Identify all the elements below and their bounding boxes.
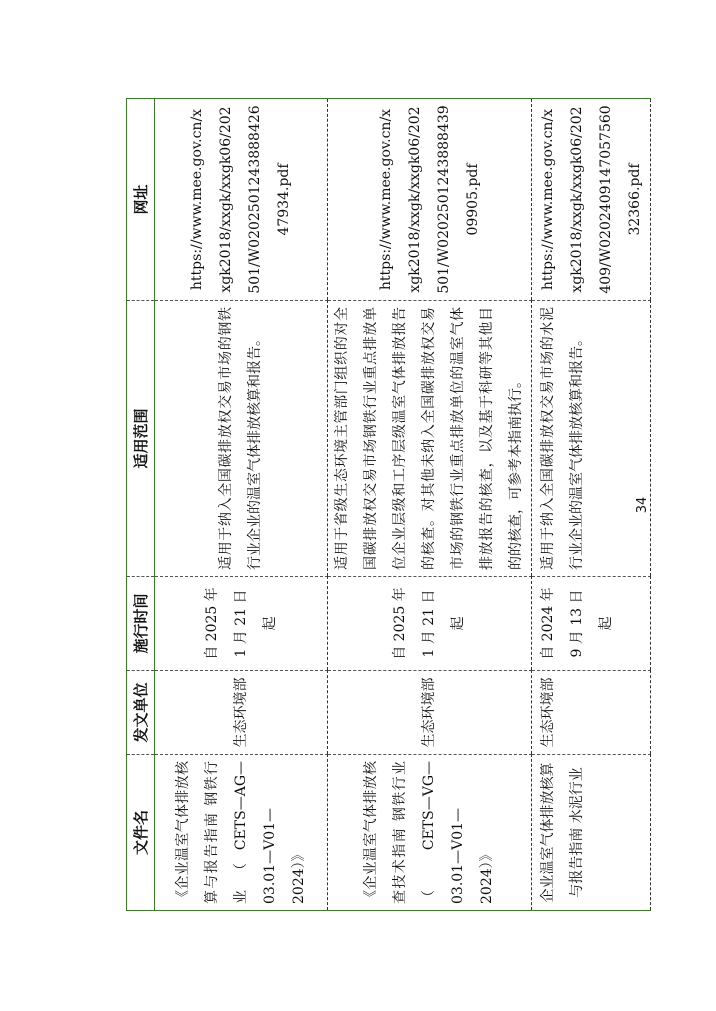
page-number: 34 — [635, 496, 650, 514]
header-scope: 适用范围 — [127, 301, 155, 577]
cell-effective-date: 自 2025 年 1 月 21 日起 — [155, 577, 328, 671]
header-file-name: 文件名 — [127, 755, 155, 911]
table-row — [155, 99, 328, 911]
cell-effective-date: 自 2024 年 9 月 13 日起 — [532, 577, 651, 671]
header-url: 网址 — [127, 99, 155, 301]
cell-scope: 适用于省级生态环境主管部门组织的对全国碳排放权交易市场钢铁行业重点排放单位企业层级和工序层级温室气体排放报告的核查。对其他未纳入全国碳排放权交易市场的钢铁行业重点排放单位的温室气体排放报告的核查，以及基于科研等其他目的的核查，可参考本指南执行。 — [328, 301, 532, 577]
cell-issuer: 生态环境部 — [155, 671, 328, 755]
table-header-row — [127, 99, 155, 911]
rotated-table-container — [126, 99, 643, 911]
header-issuer: 发文单位 — [127, 671, 155, 755]
cell-issuer: 生态环境部 — [532, 671, 651, 755]
table-row — [328, 99, 532, 911]
cell-effective-date: 自 2025 年 1 月 21 日起 — [328, 577, 532, 671]
cell-scope: 适用于纳入全国碳排放权交易市场的钢铁行业企业的温室气体排放核算和报告。 — [155, 301, 328, 577]
table-row — [532, 99, 651, 911]
cell-issuer: 生态环境部 — [328, 671, 532, 755]
cell-scope: 适用于纳入全国碳排放权交易市场的水泥行业企业的温室气体排放核算和报告。 — [532, 301, 651, 577]
cell-url-link[interactable]: https://www.mee.gov.cn/xxgk2018/xxgk/xxgk06/202409/W020240914705756032366.pdf — [532, 99, 651, 301]
cell-file-name: 《企业温室气体排放核查技术指南 钢铁行业（CETS—VG—03.01—V01—2024）》 — [328, 755, 532, 911]
header-effective-date: 施行时间 — [127, 577, 155, 671]
cell-file-name: 企业温室气体排放核算与报告指南 水泥行业 — [532, 755, 651, 911]
document-table — [126, 98, 651, 911]
cell-url-link[interactable]: https://www.mee.gov.cn/xxgk2018/xxgk/xxgk06/202501/W020250124388842647934.pdf — [155, 99, 328, 301]
cell-file-name: 《企业温室气体排放核算与报告指南 钢铁行业（CETS—AG—03.01—V01—2024）》 — [155, 755, 328, 911]
cell-url-link[interactable]: https://www.mee.gov.cn/xxgk2018/xxgk/xxgk06/202501/W020250124388843909905.pdf — [328, 99, 532, 301]
